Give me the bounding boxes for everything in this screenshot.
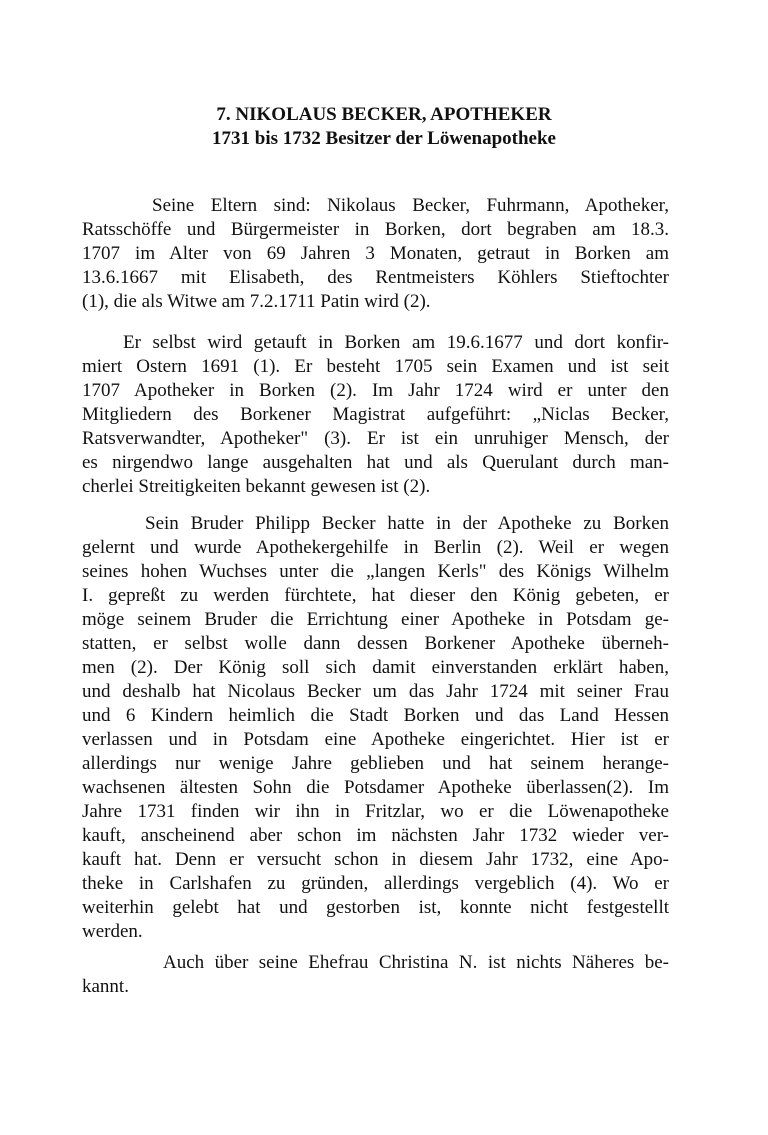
text-line: Mitgliedern des Borkener Magistrat aufgeführt: „Niclas Becker, [82, 404, 669, 425]
text-line: Sein Bruder Philipp Becker hatte in der Apotheke zu Borken [145, 513, 669, 534]
text-line: allerdings nur wenige Jahre geblieben und hat seinem herange- [82, 753, 669, 774]
text-line: werden. [82, 921, 143, 942]
text-line: (1), die als Witwe am 7.2.1711 Patin wird (2). [82, 291, 431, 312]
text-line: Ratsschöffe und Bürgermeister in Borken, dort begraben am 18.3. [82, 219, 669, 240]
text-line: kauft hat. Denn er versucht schon in diesem Jahr 1732, eine Apo- [82, 849, 669, 870]
text-line: 1707 im Alter von 69 Jahren 3 Monaten, getraut in Borken am [82, 243, 669, 264]
text-line: weiterhin gelebt hat und gestorben ist, konnte nicht festgestellt [82, 897, 669, 918]
text-line: Auch über seine Ehefrau Christina N. ist nichts Näheres be- [163, 952, 669, 973]
text-line: gelernt und wurde Apothekergehilfe in Berlin (2). Weil er wegen [82, 537, 669, 558]
text-line: kannt. [82, 976, 129, 997]
text-line: Ratsverwandter, Apotheker" (3). Er ist ein unruhiger Mensch, der [82, 428, 669, 449]
text-line: kauft, anscheinend aber schon im nächsten Jahr 1732 wieder ver- [82, 825, 669, 846]
text-line: wachsenen ältesten Sohn die Potsdamer Apotheke überlassen(2). Im [82, 777, 669, 798]
text-line: 13.6.1667 mit Elisabeth, des Rentmeisters Köhlers Stieftochter [82, 267, 669, 288]
text-line: theke in Carlshafen zu gründen, allerdings vergeblich (4). Wo er [82, 873, 669, 894]
text-line: es nirgendwo lange ausgehalten hat und als Querulant durch man- [82, 452, 669, 473]
text-line: und 6 Kindern heimlich die Stadt Borken und das Land Hessen [82, 705, 669, 726]
page-title: 7. NIKOLAUS BECKER, APOTHEKER [216, 104, 552, 125]
text-line: statten, er selbst wolle dann dessen Borkener Apotheke überneh- [82, 633, 669, 654]
text-line: Jahre 1731 finden wir ihn in Fritzlar, wo er die Löwenapotheke [82, 801, 669, 822]
page-subtitle: 1731 bis 1732 Besitzer der Löwenapotheke [212, 128, 556, 149]
text-line: möge seinem Bruder die Errichtung einer Apotheke in Potsdam ge- [82, 609, 669, 630]
text-line: 1707 Apotheker in Borken (2). Im Jahr 1724 wird er unter den [82, 380, 669, 401]
text-line: I. gepreßt zu werden fürchtete, hat dieser den König gebeten, er [82, 585, 669, 606]
text-line: cherlei Streitigkeiten bekannt gewesen ist (2). [82, 476, 431, 497]
text-line: verlassen und in Potsdam eine Apotheke eingerichtet. Hier ist er [82, 729, 669, 750]
text-line: Er selbst wird getauft in Borken am 19.6.1677 und dort konfir- [123, 332, 669, 353]
text-line: und deshalb hat Nicolaus Becker um das Jahr 1724 mit seiner Frau [82, 681, 669, 702]
text-line: men (2). Der König soll sich damit einverstanden erklärt haben, [82, 657, 669, 678]
text-line: Seine Eltern sind: Nikolaus Becker, Fuhrmann, Apotheker, [152, 195, 669, 216]
text-line: miert Ostern 1691 (1). Er besteht 1705 sein Examen und ist seit [82, 356, 669, 377]
text-line: seines hohen Wuchses unter die „langen Kerls" des Königs Wilhelm [82, 561, 669, 582]
